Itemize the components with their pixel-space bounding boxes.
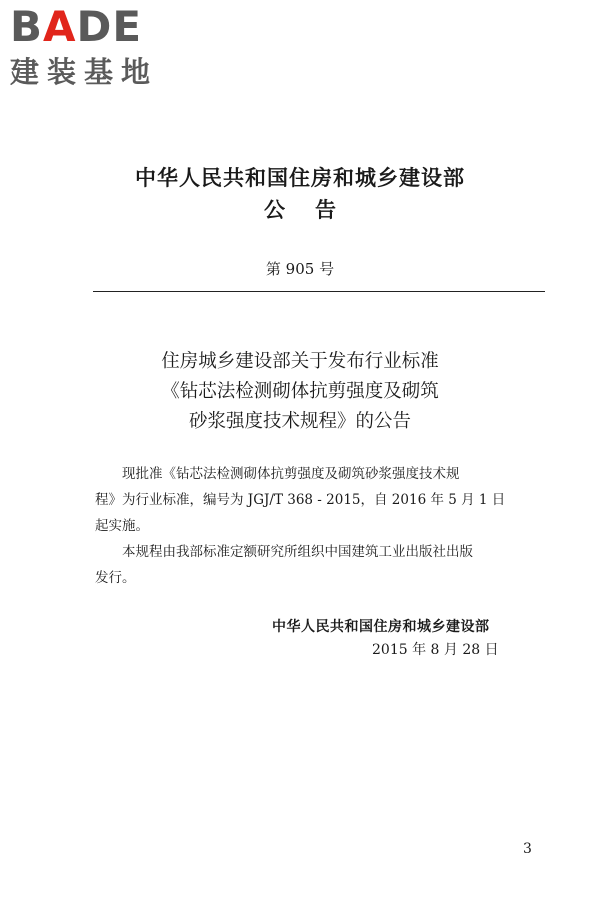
heading-line: 住房城乡建设部关于发布行业标准 xyxy=(161,351,439,372)
announcement-heading xyxy=(0,347,600,437)
logo-letters-de: DE xyxy=(76,2,143,51)
heading-line: 砂浆强度技术规程》的公告 xyxy=(188,411,411,432)
paragraph-line: 现批准《钻芯法检测砌体抗剪强度及砌筑砂浆强度技术规 xyxy=(122,466,460,482)
heading-line: 《钻芯法检测砌体抗剪强度及砌筑 xyxy=(161,381,439,402)
ministry-title: 中华人民共和国住房和城乡建设部 xyxy=(135,165,465,190)
document-number: 第 905 号 xyxy=(265,260,335,278)
paragraph-line: 起实施。 xyxy=(95,518,149,534)
issue-date: 2015 年 8 月 28 日 xyxy=(372,642,499,658)
logo-subtitle: 建装基地 xyxy=(10,55,159,89)
body-paragraph-approval xyxy=(95,461,547,539)
logo-wordmark xyxy=(10,2,175,51)
notice-title: 公告 xyxy=(264,197,366,222)
paragraph-line: 本规程由我部标准定额研究所组织中国建筑工业出版社出版 xyxy=(122,544,473,560)
header-divider xyxy=(93,291,545,292)
bade-logo xyxy=(10,2,175,90)
body-paragraph-publication xyxy=(95,539,547,591)
issuer-signature: 中华人民共和国住房和城乡建设部 xyxy=(272,619,490,635)
logo-letter-b: B xyxy=(10,2,44,51)
paragraph-line: 程》为行业标准，编号为 JGJ/T 368 - 2015，自 2016 年 5 月 1 日 xyxy=(95,492,506,508)
logo-letter-a-accent: A xyxy=(43,2,77,51)
paragraph-line: 发行。 xyxy=(95,570,136,586)
page-number: 3 xyxy=(523,841,532,857)
